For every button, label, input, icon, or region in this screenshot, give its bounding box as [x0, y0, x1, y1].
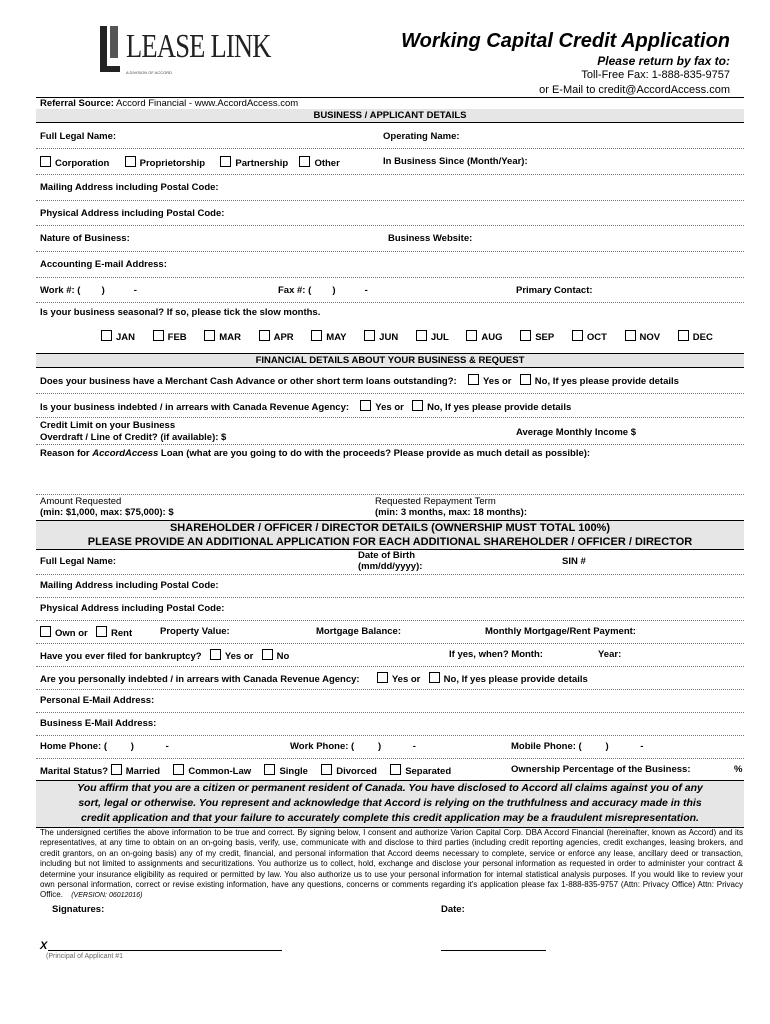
month-jan[interactable]: JAN: [101, 332, 135, 343]
accounting-email-label: Accounting E-mail Address:: [40, 259, 167, 270]
shareholder-work-phone-label: Work Phone: ( ) -: [290, 741, 416, 752]
business-cra-no-checkbox[interactable]: [412, 400, 423, 411]
rent-checkbox[interactable]: [96, 626, 107, 637]
month-aug[interactable]: AUG: [466, 332, 502, 343]
shareholder-physical-address-label: Physical Address including Postal Code:: [40, 603, 225, 614]
version-note: (VERSION: 06012016): [71, 892, 143, 900]
affirmation-box: You affirm that you are a citizen or permanent resident of Canada. You have disclosed to Accord all claims against you of any sort, legal or otherwise. You represent and acknowledge that Accord is relying on the truthfulness and accuracy made in this credit application and that your failure to accurately complete this credit application may be a fraudulent misrepresentation.: [36, 781, 744, 827]
logo-mark-icon: [100, 26, 122, 74]
business-mailing-address-label: Mailing Address including Postal Code:: [40, 182, 219, 193]
section-business: BUSINESS / APPLICANT DETAILS: [36, 109, 744, 122]
signatures-label: Signatures:: [52, 904, 105, 915]
logo-subtext: A DIVISION OF ACCORD: [126, 70, 173, 75]
partnership-checkbox[interactable]: [220, 156, 231, 167]
bankruptcy-yes-checkbox[interactable]: [210, 649, 221, 660]
nature-of-business-label: Nature of Business:: [40, 233, 130, 244]
month-mar[interactable]: MAR: [204, 332, 241, 343]
sin-label: SIN #: [562, 556, 586, 567]
mortgage-balance-label: Mortgage Balance:: [316, 626, 401, 637]
legal-consent-text: The undersigned certifies the above information to be true and correct. By signing below, I consent and authorize Varion Capital Corp. DBA Accord Financial (hereinafter, known as Accord) and its representatives, at any time to obtain on an on-going basis, verify, use, communicate with and disclose to third parties (including credit reporting agencies, credit exchanges, leasing brokers, and credit grantors, on an on-going basis) any of my credit, financial, and personal information that Accord deems necessary to complete, service or enforce any lease, ancillary deed or transaction, including but not limited to assignments and securitizations. You authorize us to collect, hold, exchange and disclose your personal information as requested in order to administer your contract & determine your insurance eligibility as required or permitted by law. You also authorize us to use your personal information for internal statistical analysis purposes. If you would like to review your own personal information, correct or revise existing information, have any questions, concerns or comments regarding it's application please fax 1-888-835-9757 (Attn: Privacy Office) Attn: Privacy Office. (VERSION: 06012016): [40, 828, 743, 900]
operating-name-label: Operating Name:: [383, 131, 460, 142]
proprietorship-checkbox[interactable]: [125, 156, 136, 167]
shareholder-legal-name-label: Full Legal Name:: [40, 556, 117, 567]
referral-source: Referral Source: Accord Financial - www.AccordAccess.com: [40, 98, 299, 109]
monthly-payment-label: Monthly Mortgage/Rent Payment:: [485, 626, 636, 637]
business-website-label: Business Website:: [388, 233, 473, 244]
month-nov[interactable]: NOV: [625, 332, 661, 343]
fax-number-label: Fax #: ( ) -: [278, 285, 368, 296]
repayment-term-label: Requested Repayment Term (min: 3 months, max: 18 months):: [375, 496, 528, 518]
company-logo: [100, 20, 271, 80]
month-dec[interactable]: DEC: [678, 332, 713, 343]
primary-contact-label: Primary Contact:: [516, 285, 593, 296]
form-title: Working Capital Credit Application: [401, 30, 730, 52]
avg-monthly-income-label: Average Monthly Income $: [516, 427, 637, 438]
month-jul[interactable]: JUL: [416, 332, 449, 343]
return-note: Please return by fax to:: [597, 54, 730, 68]
mca-no-checkbox[interactable]: [520, 374, 531, 385]
month-may[interactable]: MAY: [311, 332, 346, 343]
personal-email-label: Personal E-Mail Address:: [40, 695, 155, 706]
mca-yes-checkbox[interactable]: [468, 374, 479, 385]
property-value-label: Property Value:: [160, 626, 230, 637]
business-cra-question: Is your business indebted / in arrears with Canada Revenue Agency: Yes or No, If yes please provide details: [40, 402, 572, 413]
business-legal-name-label: Full Legal Name:: [40, 131, 117, 142]
ownership-percentage-label: Ownership Percentage of the Business:: [511, 764, 691, 775]
bankruptcy-year-label: Year:: [598, 649, 622, 660]
bankruptcy-no-checkbox[interactable]: [262, 649, 273, 660]
personal-cra-question: Are you personally indebted / in arrears with Canada Revenue Agency: Yes or No, If yes please provide details: [40, 674, 588, 685]
loan-reason-label: Reason for AccordAccess Loan (what are you going to do with the proceeds? Please provide as much detail as possible):: [40, 448, 591, 459]
personal-cra-no-checkbox[interactable]: [429, 672, 440, 683]
section-shareholder: SHAREHOLDER / OFFICER / DIRECTOR DETAILS (OWNERSHIP MUST TOTAL 100%) PLEASE PROVIDE AN ADDITIONAL APPLICATION FOR EACH ADDITIONAL SHAREHOLDER / OFFICER / DIRECTOR: [36, 521, 744, 549]
divorced-checkbox[interactable]: [321, 764, 332, 775]
in-business-since-label: In Business Since (Month/Year):: [383, 156, 528, 167]
date-label: Date:: [441, 904, 465, 915]
date-of-birth-label: Date of Birth (mm/dd/yyyy):: [358, 550, 423, 572]
date-line[interactable]: [441, 950, 546, 951]
month-apr[interactable]: APR: [259, 332, 294, 343]
personal-cra-yes-checkbox[interactable]: [377, 672, 388, 683]
months-row: [101, 330, 713, 343]
single-checkbox[interactable]: [264, 764, 275, 775]
month-feb[interactable]: FEB: [153, 332, 187, 343]
credit-limit-label-2: Overdraft / Line of Credit? (if available): $: [40, 432, 227, 443]
own-checkbox[interactable]: [40, 626, 51, 637]
work-phone-label: Work #: ( ) -: [40, 285, 137, 296]
bankruptcy-when-label: If yes, when? Month:: [449, 649, 543, 660]
marital-status-row: Marital Status? Married Common-Law Single Divorced Separated: [40, 766, 452, 777]
email-line: or E-Mail to credit@AccordAccess.com: [539, 84, 730, 96]
own-rent-row: Own or Rent: [40, 626, 132, 639]
percent-sign: %: [734, 764, 743, 775]
principal-label: (Principal of Applicant #1: [46, 953, 124, 960]
common-law-checkbox[interactable]: [173, 764, 184, 775]
signature-line[interactable]: [48, 950, 282, 951]
section-financial: FINANCIAL DETAILS ABOUT YOUR BUSINESS & REQUEST: [36, 354, 744, 367]
other-checkbox[interactable]: [299, 156, 310, 167]
seasonal-question: Is your business seasonal? If so, please tick the slow months.: [40, 307, 321, 318]
fax-line: Toll-Free Fax: 1-888-835-9757: [581, 69, 730, 81]
married-checkbox[interactable]: [111, 764, 122, 775]
month-jun[interactable]: JUN: [364, 332, 398, 343]
business-email-label: Business E-Mail Address:: [40, 718, 157, 729]
signature-x-mark: X: [40, 940, 48, 952]
mobile-phone-label: Mobile Phone: ( ) -: [511, 741, 644, 752]
shareholder-mailing-address-label: Mailing Address including Postal Code:: [40, 580, 219, 591]
bankruptcy-question: Have you ever filed for bankruptcy? Yes or No: [40, 651, 290, 662]
corporation-checkbox[interactable]: [40, 156, 51, 167]
home-phone-label: Home Phone: ( ) -: [40, 741, 169, 752]
mca-question: Does your business have a Merchant Cash Advance or other short term loans outstanding?: Yes or No, If yes please provide details: [40, 376, 679, 387]
month-sep[interactable]: SEP: [520, 332, 554, 343]
amount-requested-label: Amount Requested (min: $1,000, max: $75,000): $: [40, 496, 174, 518]
separated-checkbox[interactable]: [390, 764, 401, 775]
logo-text: LEASE LINK: [126, 28, 271, 65]
business-cra-yes-checkbox[interactable]: [360, 400, 371, 411]
credit-limit-label-1: Credit Limit on your Business: [40, 420, 176, 431]
month-oct[interactable]: OCT: [572, 332, 607, 343]
business-physical-address-label: Physical Address including Postal Code:: [40, 208, 225, 219]
entity-type-row: Corporation Proprietorship Partnership Other: [40, 156, 340, 169]
